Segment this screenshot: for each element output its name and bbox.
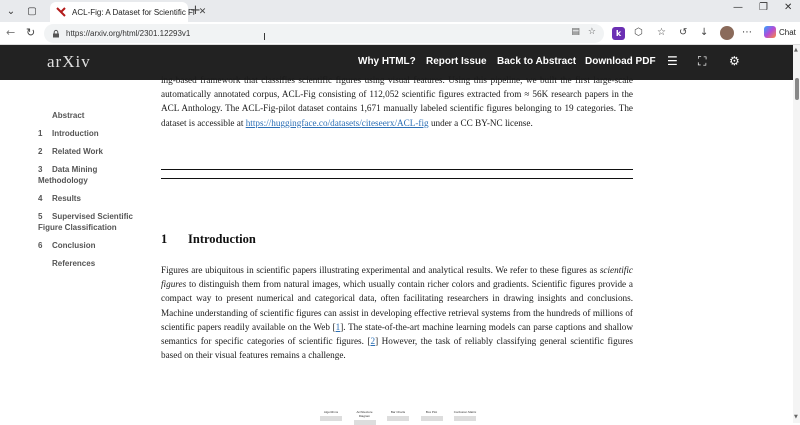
- toc-item-conclusion[interactable]: 6 Conclusion: [38, 241, 96, 250]
- why-html-link[interactable]: Why HTML?: [358, 56, 416, 67]
- figure-label: Box Plot: [419, 410, 445, 423]
- report-issue-link[interactable]: Report Issue: [426, 56, 487, 67]
- workspaces-icon[interactable]: ▢: [27, 5, 37, 17]
- text-cursor-icon: I: [263, 32, 266, 43]
- favorites-icon[interactable]: ☆: [657, 27, 666, 38]
- tab-close-icon[interactable]: ✕: [198, 7, 207, 17]
- introduction-paragraph: Figures are ubiquitous in scientific papers illustrating experimental and analytical results. We refer to these figures as scientific figures to distinguish them from natural images, which usually contain richer colors and gradients. Scientific figures provide a compact way to present numerical and categorical data, often facilitating researchers in drawing insights and conclusions. Machine understanding of scientific figures can assist in developing effective retrieval systems from the hundreds of millions of scientific papers readily available on the Web [1]. The state-of-the-art machine learning models can parse captions and shallow semantics for specific categories of scientific figures. [2] However, the task of reliably classifying general scientific figures based on their visual features remains a challenge.: [161, 265, 634, 361]
- figure-label: Architecture Diagram: [352, 410, 378, 423]
- abstract-paragraph: ing-based framework that classifies scientific figures using visual features. Using this pipeline, we built the first large-scale automatically annotated corpus, ACL-Fig consisting of 112,052 scientific figures extracted from ≈ 56K research papers in the ACL Anthology. The ACL-Fig-pilot dataset contains 1,671 manually labeled scientific figures belonging to 19 categories. The dataset is accessible at https://huggingface.co/datasets/citeseerx/ACL-fig under a CC BY-NC license.: [161, 75, 633, 128]
- history-icon[interactable]: ↺: [679, 27, 688, 38]
- scrollbar-thumb[interactable]: [795, 78, 799, 100]
- scroll-down-icon[interactable]: ▼: [794, 414, 798, 420]
- browser-tab-active[interactable]: [50, 2, 207, 22]
- section-heading-introduction: 1 Introduction: [161, 232, 256, 246]
- copilot-label: Chat: [779, 27, 796, 37]
- lock-icon: [52, 30, 60, 38]
- address-bar[interactable]: [44, 24, 604, 43]
- toc-item-supervised-classification[interactable]: 5 Supervised Scientific Figure Classification: [38, 212, 133, 232]
- toc-item-references[interactable]: References: [52, 259, 96, 268]
- table-of-contents: [38, 110, 148, 276]
- scroll-up-icon[interactable]: ▲: [794, 47, 798, 53]
- arxiv-favicon-icon: [56, 7, 66, 17]
- dataset-link[interactable]: https://huggingface.co/datasets/citeseerx/ACL-fig: [245, 117, 429, 128]
- citation-link-1[interactable]: 1: [335, 321, 341, 332]
- profile-avatar[interactable]: [720, 26, 734, 40]
- address-bar-row: [0, 22, 800, 45]
- copilot-chat-button[interactable]: [764, 26, 796, 38]
- arxiv-logo[interactable]: arXiv: [47, 52, 91, 71]
- tab-actions-icon[interactable]: ⌄: [6, 5, 16, 17]
- close-window-icon[interactable]: ✕: [784, 2, 793, 13]
- url-text: https://arxiv.org/html/2301.12293v1: [66, 29, 191, 38]
- divider-rule-bottom: [161, 178, 633, 179]
- citation-link-2[interactable]: 2: [370, 336, 376, 347]
- extension-k-icon[interactable]: k: [612, 27, 625, 40]
- refresh-icon[interactable]: ↻: [26, 26, 36, 39]
- toc-item-abstract[interactable]: Abstract: [52, 111, 85, 120]
- back-icon[interactable]: ←: [6, 26, 16, 39]
- figure-label: Bar Charts: [385, 410, 411, 423]
- minimize-icon[interactable]: —: [733, 2, 743, 13]
- back-to-abstract-link[interactable]: Back to Abstract: [497, 56, 577, 67]
- browser-tab-bar: [0, 0, 800, 22]
- toc-list-icon[interactable]: ☰: [667, 54, 678, 68]
- fullscreen-icon[interactable]: ⛶: [698, 54, 707, 68]
- introduction-text: [161, 263, 633, 362]
- divider-rule-top: [161, 169, 633, 170]
- download-pdf-link[interactable]: Download PDF: [585, 56, 656, 67]
- favorite-star-icon[interactable]: ☆: [587, 27, 596, 37]
- more-menu-icon[interactable]: ⋯: [742, 27, 752, 38]
- figure-label: Confusion Matrix: [452, 410, 478, 423]
- downloads-icon[interactable]: ↓: [700, 27, 709, 38]
- copilot-icon: [764, 26, 776, 38]
- abstract-text: [161, 73, 633, 130]
- new-tab-icon[interactable]: +: [190, 3, 201, 18]
- extensions-puzzle-icon[interactable]: ⬡: [634, 27, 643, 38]
- toc-item-related-work[interactable]: 2 Related Work: [38, 147, 103, 156]
- maximize-icon[interactable]: ❐: [759, 2, 768, 13]
- figure-label: Algorithms: [318, 410, 344, 423]
- settings-gear-icon[interactable]: ⚙: [729, 54, 740, 68]
- toc-item-introduction[interactable]: 1 Introduction: [38, 129, 99, 138]
- figure-preview: [318, 410, 478, 423]
- toc-item-data-mining-methodology[interactable]: 3 Data Mining Methodology: [38, 165, 98, 185]
- tab-title: ACL-Fig: A Dataset for Scientific Fi: [72, 7, 195, 17]
- toc-item-results[interactable]: 4 Results: [38, 194, 81, 203]
- reader-mode-icon[interactable]: ▤: [571, 27, 580, 37]
- page-scrollbar[interactable]: [793, 45, 800, 423]
